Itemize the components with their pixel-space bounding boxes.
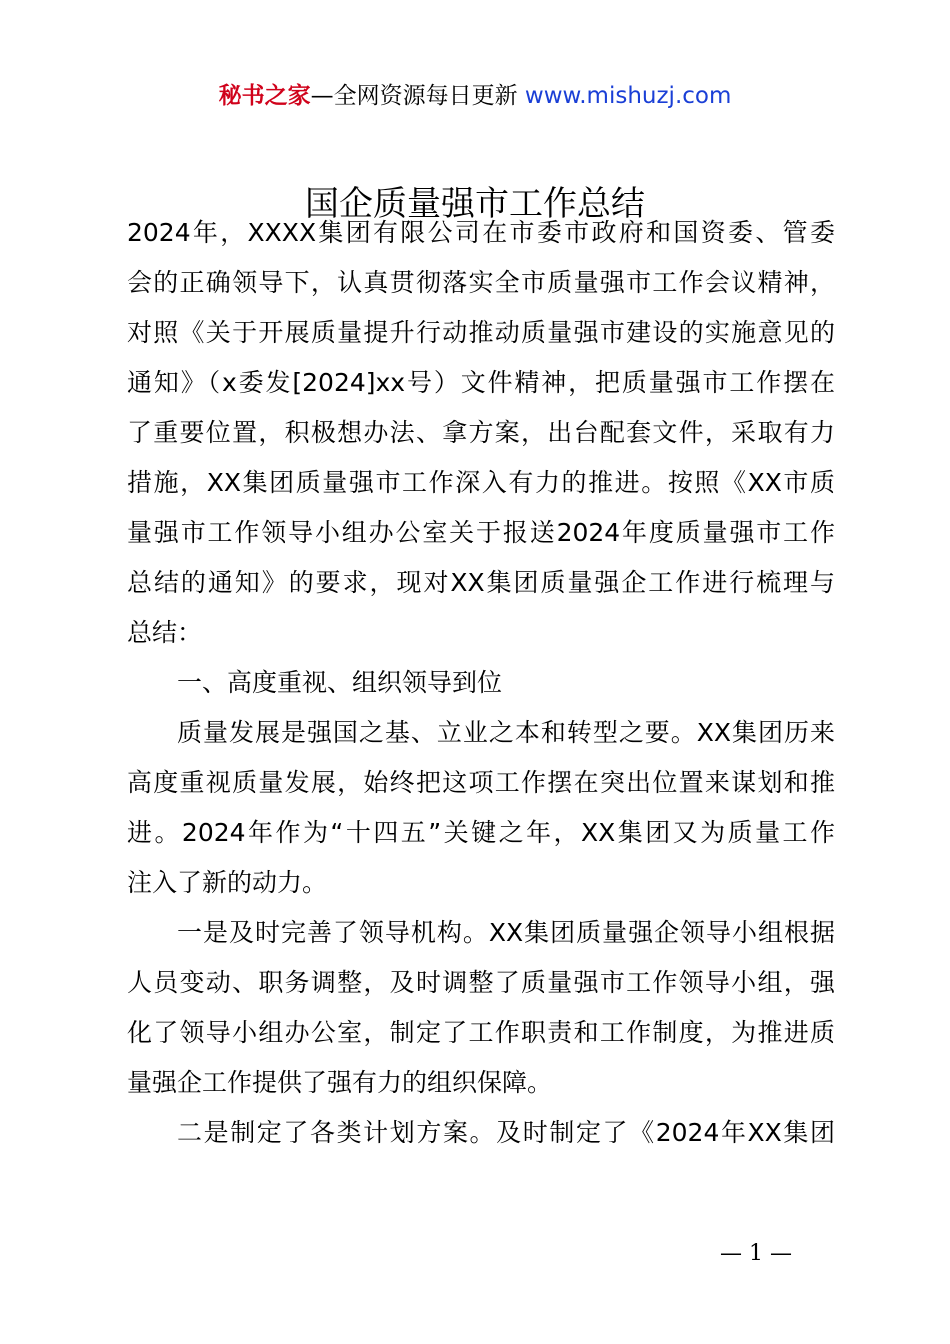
site-brand: 秘书之家: [218, 83, 311, 109]
text-line: 总结的通知》的要求，现对XX集团质量强企工作进行梳理与: [127, 568, 835, 597]
text-line: 高度重视质量发展，始终把这项工作摆在突出位置来谋划和推: [127, 768, 835, 797]
paragraph-intro: [127, 208, 835, 658]
text-line: 一是及时完善了领导机构。XX集团质量强企领导小组根据: [177, 918, 835, 947]
paragraph-quality-development: [127, 708, 835, 908]
document-body: [127, 208, 835, 1158]
text-line: 措施，XX集团质量强市工作深入有力的推进。按照《XX市质: [127, 468, 835, 497]
text-line: 量强市工作领导小组办公室关于报送2024年度质量强市工作: [127, 518, 835, 547]
paragraph-plans: [127, 1108, 835, 1158]
site-header: [0, 80, 950, 112]
section-heading: 一、高度重视、组织领导到位: [177, 668, 503, 697]
site-url-link[interactable]: www.mishuzj.com: [524, 83, 732, 109]
page-number: — 1 —: [720, 1241, 792, 1266]
text-line: 进。2024年作为“十四五”关键之年，XX集团又为质量工作: [127, 818, 835, 847]
text-line: 总结：: [127, 618, 203, 647]
site-tagline: —全网资源每日更新: [310, 83, 518, 109]
text-line: 量强企工作提供了强有力的组织保障。: [127, 1068, 553, 1097]
text-line: 2024年，XXXX集团有限公司在市委市政府和国资委、管委: [127, 218, 835, 247]
document-title: 国企质量强市工作总结: [305, 184, 645, 224]
text-line: 质量发展是强国之基、立业之本和转型之要。XX集团历来: [177, 718, 835, 747]
text-line: 了重要位置，积极想办法、拿方案，出台配套文件，采取有力: [127, 418, 835, 447]
text-line: 注入了新的动力。: [127, 868, 328, 897]
text-line: 对照《关于开展质量提升行动推动质量强市建设的实施意见的: [127, 318, 835, 347]
text-line: 通知》（x委发[2024]xx号）文件精神，把质量强市工作摆在: [127, 368, 835, 397]
text-line: 二是制定了各类计划方案。及时制定了《2024年XX集团: [177, 1118, 835, 1147]
text-line: 化了领导小组办公室，制定了工作职责和工作制度，为推进质: [127, 1018, 835, 1047]
text-line: 会的正确领导下，认真贯彻落实全市质量强市工作会议精神，: [127, 268, 835, 297]
text-line: 人员变动、职务调整，及时调整了质量强市工作领导小组，强: [127, 968, 835, 997]
paragraph-leadership-organization: [127, 908, 835, 1108]
